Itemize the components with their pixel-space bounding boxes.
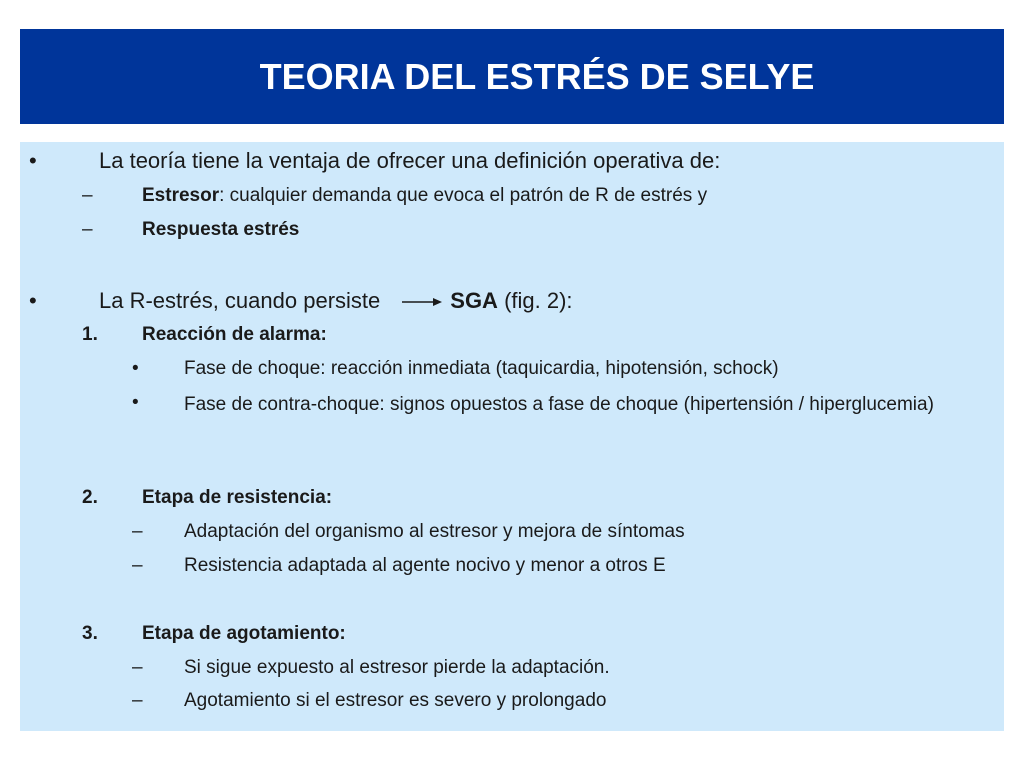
dash-marker: – <box>132 555 143 576</box>
stage-number: 1. <box>82 324 98 345</box>
stage-item-text: Agotamiento si el estresor es severo y prolongado <box>184 690 607 711</box>
stage-item-text: Resistencia adaptada al agente nocivo y menor a otros E <box>184 555 666 576</box>
bullet-marker: • <box>132 358 139 379</box>
stage-number: 3. <box>82 623 98 644</box>
stage-title: Etapa de resistencia: <box>142 487 333 508</box>
stage-title: Reacción de alarma: <box>142 324 327 345</box>
stage-item-text: Fase de choque: reacción inmediata (taquicardia, hipotensión, schock) <box>184 358 779 379</box>
definition-text: : cualquier demanda que evoca el patrón de R de estrés y <box>219 185 708 206</box>
content-box <box>20 142 1004 731</box>
stage-item-text: Adaptación del organismo al estresor y mejora de síntomas <box>184 521 685 542</box>
dash-marker: – <box>82 185 93 206</box>
term-estresor: Estresor <box>142 185 220 206</box>
dash-marker: – <box>132 657 143 678</box>
dash-marker: – <box>132 690 143 711</box>
slide-title: TEORIA DEL ESTRÉS DE SELYE <box>259 55 815 97</box>
bullet-marker: • <box>29 288 37 313</box>
stage-title: Etapa de agotamiento: <box>142 623 346 644</box>
sga-label: SGA <box>450 288 498 313</box>
dash-marker: – <box>132 521 143 542</box>
bullet-text: La R-estrés, cuando persiste <box>99 288 381 313</box>
title-bar <box>20 29 1004 124</box>
stage-item-text: Fase de contra-choque: signos opuestos a fase de choque (hipertensión / hiperglucemia) <box>184 394 934 415</box>
dash-marker: – <box>82 219 93 240</box>
fig-reference: (fig. 2): <box>497 288 573 313</box>
right-arrow-icon <box>402 296 442 308</box>
stage-number: 2. <box>82 487 98 508</box>
bullet-text: La teoría tiene la ventaja de ofrecer una definición operativa de: <box>99 148 721 173</box>
term-respuesta: Respuesta estrés <box>142 219 300 240</box>
bullet-marker: • <box>132 392 139 413</box>
stage-item-text: Si sigue expuesto al estresor pierde la adaptación. <box>184 657 610 678</box>
bullet-marker: • <box>29 148 37 173</box>
